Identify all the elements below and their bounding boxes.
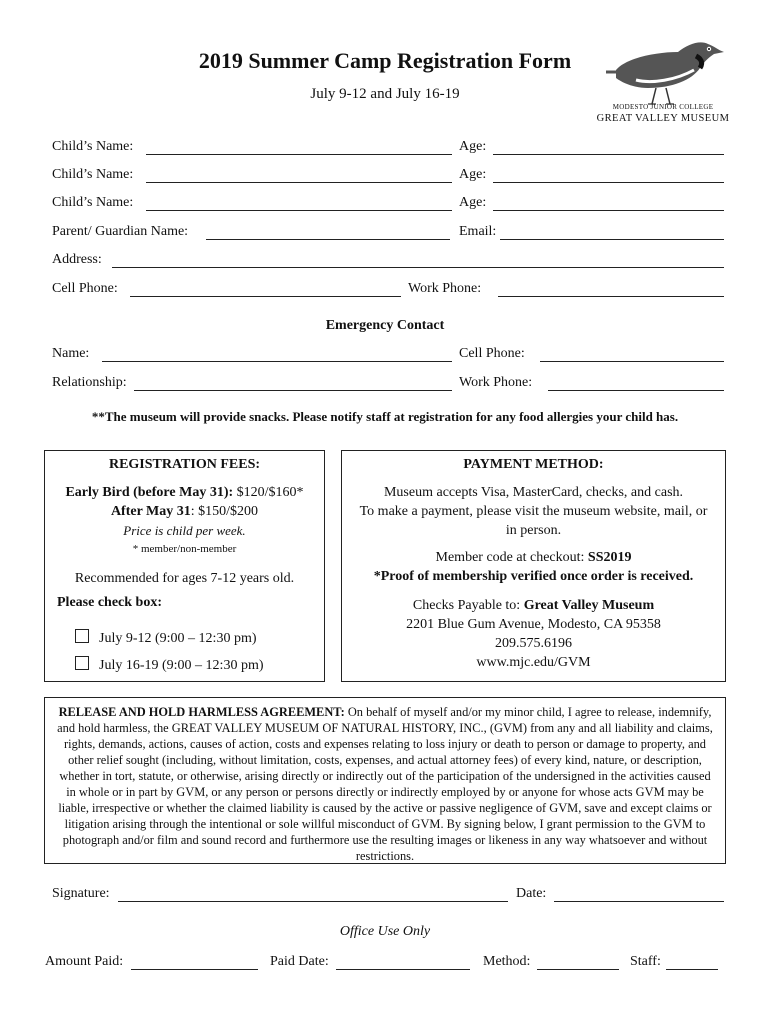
emergency-heading: Emergency Contact [325, 318, 445, 333]
form-title: 2019 Summer Camp Registration Form [198, 48, 572, 73]
address-label: Address: [52, 252, 102, 267]
session-option-1[interactable] [75, 629, 257, 647]
logo-museum-text: GREAT VALLEY MUSEUM [596, 113, 730, 124]
cell-phone-line[interactable] [130, 296, 401, 297]
session-label: July 9-12 (9:00 – 12:30 pm) [99, 631, 257, 646]
child-row-1 [0, 139, 770, 161]
work-phone-line[interactable] [498, 296, 724, 297]
child-name-line[interactable] [146, 154, 452, 155]
age-line[interactable] [493, 182, 724, 183]
work-phone-label: Work Phone: [408, 281, 482, 296]
session-label: July 16-19 (9:00 – 12:30 pm) [99, 658, 264, 673]
child-row-3 [0, 195, 770, 217]
emergency-name-label: Name: [52, 346, 90, 361]
after-line [45, 502, 324, 521]
email-label: Email: [459, 224, 497, 239]
amount-paid-label: Amount Paid: [45, 954, 124, 969]
office-use-heading: Office Use Only [339, 924, 431, 939]
child-row-2 [0, 167, 770, 189]
payable-line [342, 596, 725, 615]
parent-row [0, 224, 770, 246]
signature-line[interactable] [118, 901, 508, 902]
payment-line-1: Museum accepts Visa, MasterCard, checks, and cash. [383, 485, 684, 500]
age-line[interactable] [493, 154, 724, 155]
staff-line[interactable] [666, 969, 718, 970]
cell-phone-label: Cell Phone: [52, 281, 118, 296]
check-heading: Please check box: [57, 595, 162, 610]
early-bird-price: $120/$160* [233, 485, 304, 500]
snacks-note: **The museum will provide snacks. Please notify staff at registration for any food allergies your child has. [91, 409, 679, 424]
price-note: Price is child per week. [123, 523, 246, 538]
release-heading: RELEASE AND HOLD HARMLESS AGREEMENT: [58, 705, 345, 719]
paid-date-label: Paid Date: [270, 954, 329, 969]
relationship-line[interactable] [134, 390, 452, 391]
emergency-work-line[interactable] [548, 390, 724, 391]
payment-line-2: To make a payment, please visit the museum website, mail, or [359, 504, 708, 519]
emergency-cell-line[interactable] [540, 361, 724, 362]
emergency-work-label: Work Phone: [459, 375, 533, 390]
member-code-line [342, 548, 725, 567]
parent-name-label: Parent/ Guardian Name: [52, 224, 189, 239]
signature-row [0, 886, 770, 908]
ages-note: Recommended for ages 7-12 years old. [74, 571, 295, 586]
office-row [0, 954, 770, 976]
parent-name-line[interactable] [206, 239, 450, 240]
signature-date-label: Date: [516, 886, 547, 901]
child-name-label: Child’s Name: [52, 167, 134, 182]
address-line[interactable] [112, 267, 724, 268]
signature-date-line[interactable] [554, 901, 724, 902]
child-name-label: Child’s Name: [52, 139, 134, 154]
membership-proof: *Proof of membership verified once order is received. [373, 569, 694, 584]
member-code-label: Member code at checkout: [435, 550, 588, 565]
after-price: : $150/$200 [190, 504, 259, 519]
payment-method-box [341, 450, 726, 682]
museum-phone: 209.575.6196 [495, 636, 572, 651]
payable-label: Checks Payable to: [412, 598, 524, 613]
member-note: * member/non-member [132, 543, 237, 555]
release-agreement-box [44, 697, 726, 864]
address-row [0, 252, 770, 274]
age-line[interactable] [493, 210, 724, 211]
emergency-cell-label: Cell Phone: [459, 346, 525, 361]
email-line[interactable] [500, 239, 724, 240]
checkbox[interactable] [75, 656, 89, 670]
payment-title: PAYMENT METHOD: [463, 457, 604, 472]
checkbox[interactable] [75, 629, 89, 643]
age-label: Age: [459, 195, 487, 210]
early-bird-label: Early Bird (before May 31): [65, 485, 234, 500]
payable-value: Great Valley Museum [523, 598, 655, 613]
release-body: On behalf of myself and/or my minor child, I agree to release, indemnify, and hold harmless, the GREAT VALLEY MUSEUM OF NATURAL HISTORY, INC., (GVM) from any and all liability and claims, rights, demands, actions, causes of action, costs and expenses relating to loss injury or death to person or damage to property, and other relief sought (including, without limitation, costs, expenses, and actual attorney fees) of every kind, nature, or description, whether in tort, statute, or otherwise, arising directly or indirectly out of the participation of the undersigned in the activities caused in whole or in part by GVM, or any person or persons directly or indirectly employed by or anyone for whose acts GVM may be liable, irrespective or whether the claimed liability is caused by the active or passive negligence of GVM, save and except claims or litigation arising through the intentional or sole willful misconduct of GVM. By signing below, I grant permission to the GVM to photograph and/or film and sound record and furthermore use the resulting images or likeness in any way whatsoever and without restrictions. [57, 705, 713, 863]
child-name-label: Child’s Name: [52, 195, 134, 210]
after-label: After May 31 [110, 504, 191, 519]
museum-address: 2201 Blue Gum Avenue, Modesto, CA 95358 [406, 617, 661, 632]
early-bird-line [45, 483, 324, 502]
registration-fees-box [44, 450, 325, 682]
child-name-line[interactable] [146, 210, 452, 211]
phone-row [0, 281, 770, 303]
fees-title: REGISTRATION FEES: [108, 457, 261, 472]
museum-website: www.mjc.edu/GVM [476, 655, 591, 670]
session-option-2[interactable] [75, 656, 264, 674]
emergency-row-2 [0, 375, 770, 397]
staff-label: Staff: [630, 954, 661, 969]
relationship-label: Relationship: [52, 375, 127, 390]
emergency-row-1 [0, 346, 770, 368]
emergency-name-line[interactable] [102, 361, 452, 362]
member-code-value: SS2019 [587, 550, 632, 565]
release-text-block [45, 698, 725, 864]
child-name-line[interactable] [146, 182, 452, 183]
method-label: Method: [483, 954, 531, 969]
method-line[interactable] [537, 969, 619, 970]
age-label: Age: [459, 139, 487, 154]
form-subtitle: July 9-12 and July 16-19 [310, 86, 460, 102]
signature-label: Signature: [52, 886, 110, 901]
paid-date-line[interactable] [336, 969, 470, 970]
age-label: Age: [459, 167, 487, 182]
payment-line-3: in person. [505, 523, 562, 538]
amount-paid-line[interactable] [131, 969, 258, 970]
logo-college-text: MODESTO JUNIOR COLLEGE [612, 103, 714, 111]
